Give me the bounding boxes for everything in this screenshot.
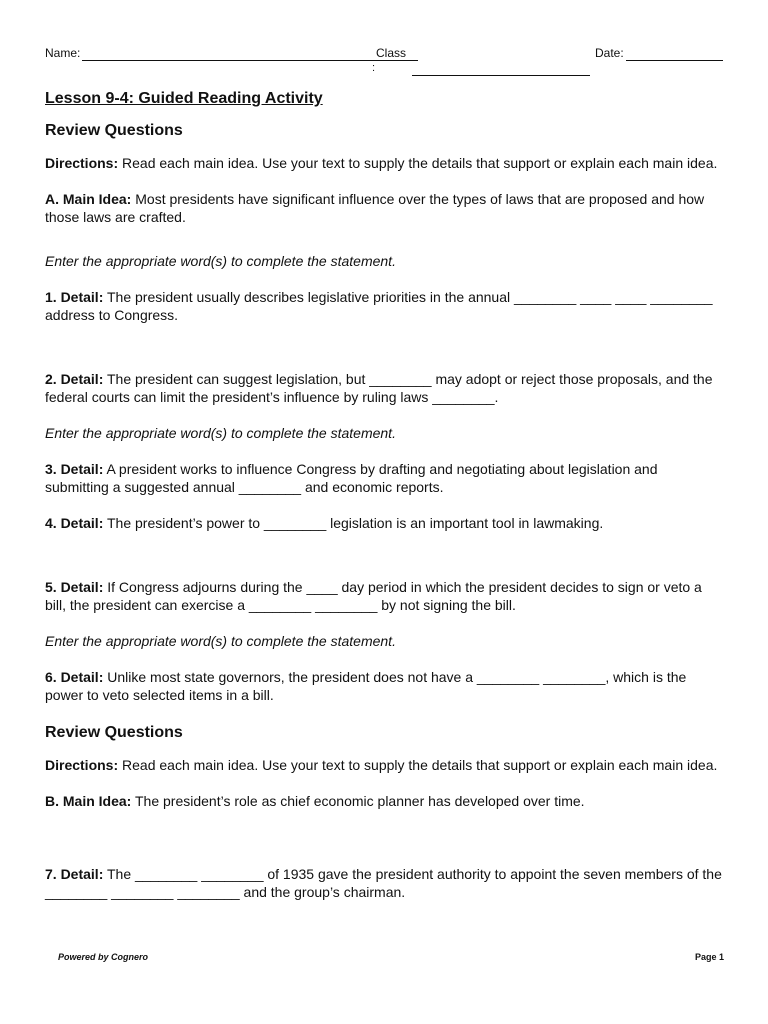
detail-text: A president works to influence Congress by drafting and negotiating about legislation and submitting a suggested annual ________ and economic reports.	[45, 461, 658, 495]
worksheet-body	[45, 88, 725, 901]
detail-5	[45, 578, 725, 614]
detail-label: 5. Detail:	[45, 579, 104, 595]
detail-label: 6. Detail:	[45, 669, 104, 685]
detail-7	[45, 865, 725, 901]
main-idea-b	[45, 792, 725, 810]
date-label: Date:	[595, 46, 624, 60]
worksheet-header	[45, 46, 725, 80]
directions-1	[45, 154, 725, 172]
directions-2	[45, 756, 725, 774]
detail-label: 7. Detail:	[45, 866, 104, 882]
directions-label: Directions:	[45, 155, 119, 171]
detail-3	[45, 460, 725, 496]
detail-text: If Congress adjourns during the ____ day period in which the president decides to sign or veto a bill, the president can exercise a ________ ________ by not signing the bill.	[45, 579, 702, 613]
detail-1	[45, 288, 725, 324]
directions-text: Read each main idea. Use your text to supply the details that support or explain each main idea.	[118, 155, 718, 171]
section-heading-2: Review Questions	[45, 724, 183, 741]
detail-text: The president usually describes legislative priorities in the annual ________ ____ ____ ________ address to Congress.	[45, 289, 713, 323]
main-idea-a	[45, 190, 725, 226]
lesson-title: Lesson 9-4: Guided Reading Activity	[45, 90, 323, 107]
main-idea-label: A. Main Idea:	[45, 191, 132, 207]
detail-text: The ________ ________ of 1935 gave the president authority to appoint the seven members of the ________ ________ ________ and the group’s chairman.	[45, 866, 722, 900]
main-idea-text: The president’s role as chief economic planner has developed over time.	[131, 793, 585, 809]
detail-text: Unlike most state governors, the president does not have a ________ ________, which is the power to veto selected items in a bill.	[45, 669, 687, 703]
detail-4	[45, 514, 725, 532]
name-blank-line	[82, 60, 418, 61]
detail-6	[45, 668, 725, 704]
detail-label: 3. Detail:	[45, 461, 104, 477]
main-idea-label: B. Main Idea:	[45, 793, 132, 809]
class-colon: :	[372, 62, 376, 74]
detail-text: The president’s power to ________ legislation is an important tool in lawmaking.	[103, 515, 604, 531]
directions-label: Directions:	[45, 757, 119, 773]
detail-2	[45, 370, 725, 406]
section-heading-1: Review Questions	[45, 122, 183, 139]
footer-powered-by: Powered by Cognero	[58, 952, 149, 962]
detail-text: The president can suggest legislation, but ________ may adopt or reject those proposals, and the federal courts can limit the president’s influence by ruling laws ________.	[45, 371, 713, 405]
class-label: Class	[376, 46, 407, 60]
detail-label: 2. Detail:	[45, 371, 104, 387]
enter-instruction: Enter the appropriate word(s) to complete the statement.	[45, 253, 396, 269]
directions-text: Read each main idea. Use your text to supply the details that support or explain each main idea.	[118, 757, 718, 773]
class-blank-line	[412, 75, 590, 76]
main-idea-text: Most presidents have significant influence over the types of laws that are proposed and how those laws are crafted.	[45, 191, 705, 225]
name-label: Name:	[45, 46, 81, 60]
date-blank-line	[626, 60, 723, 61]
detail-label: 1. Detail:	[45, 289, 104, 305]
footer-page-number: Page 1	[694, 952, 724, 962]
detail-label: 4. Detail:	[45, 515, 104, 531]
enter-instruction: Enter the appropriate word(s) to complete the statement.	[45, 425, 396, 441]
enter-instruction: Enter the appropriate word(s) to complete the statement.	[45, 633, 396, 649]
